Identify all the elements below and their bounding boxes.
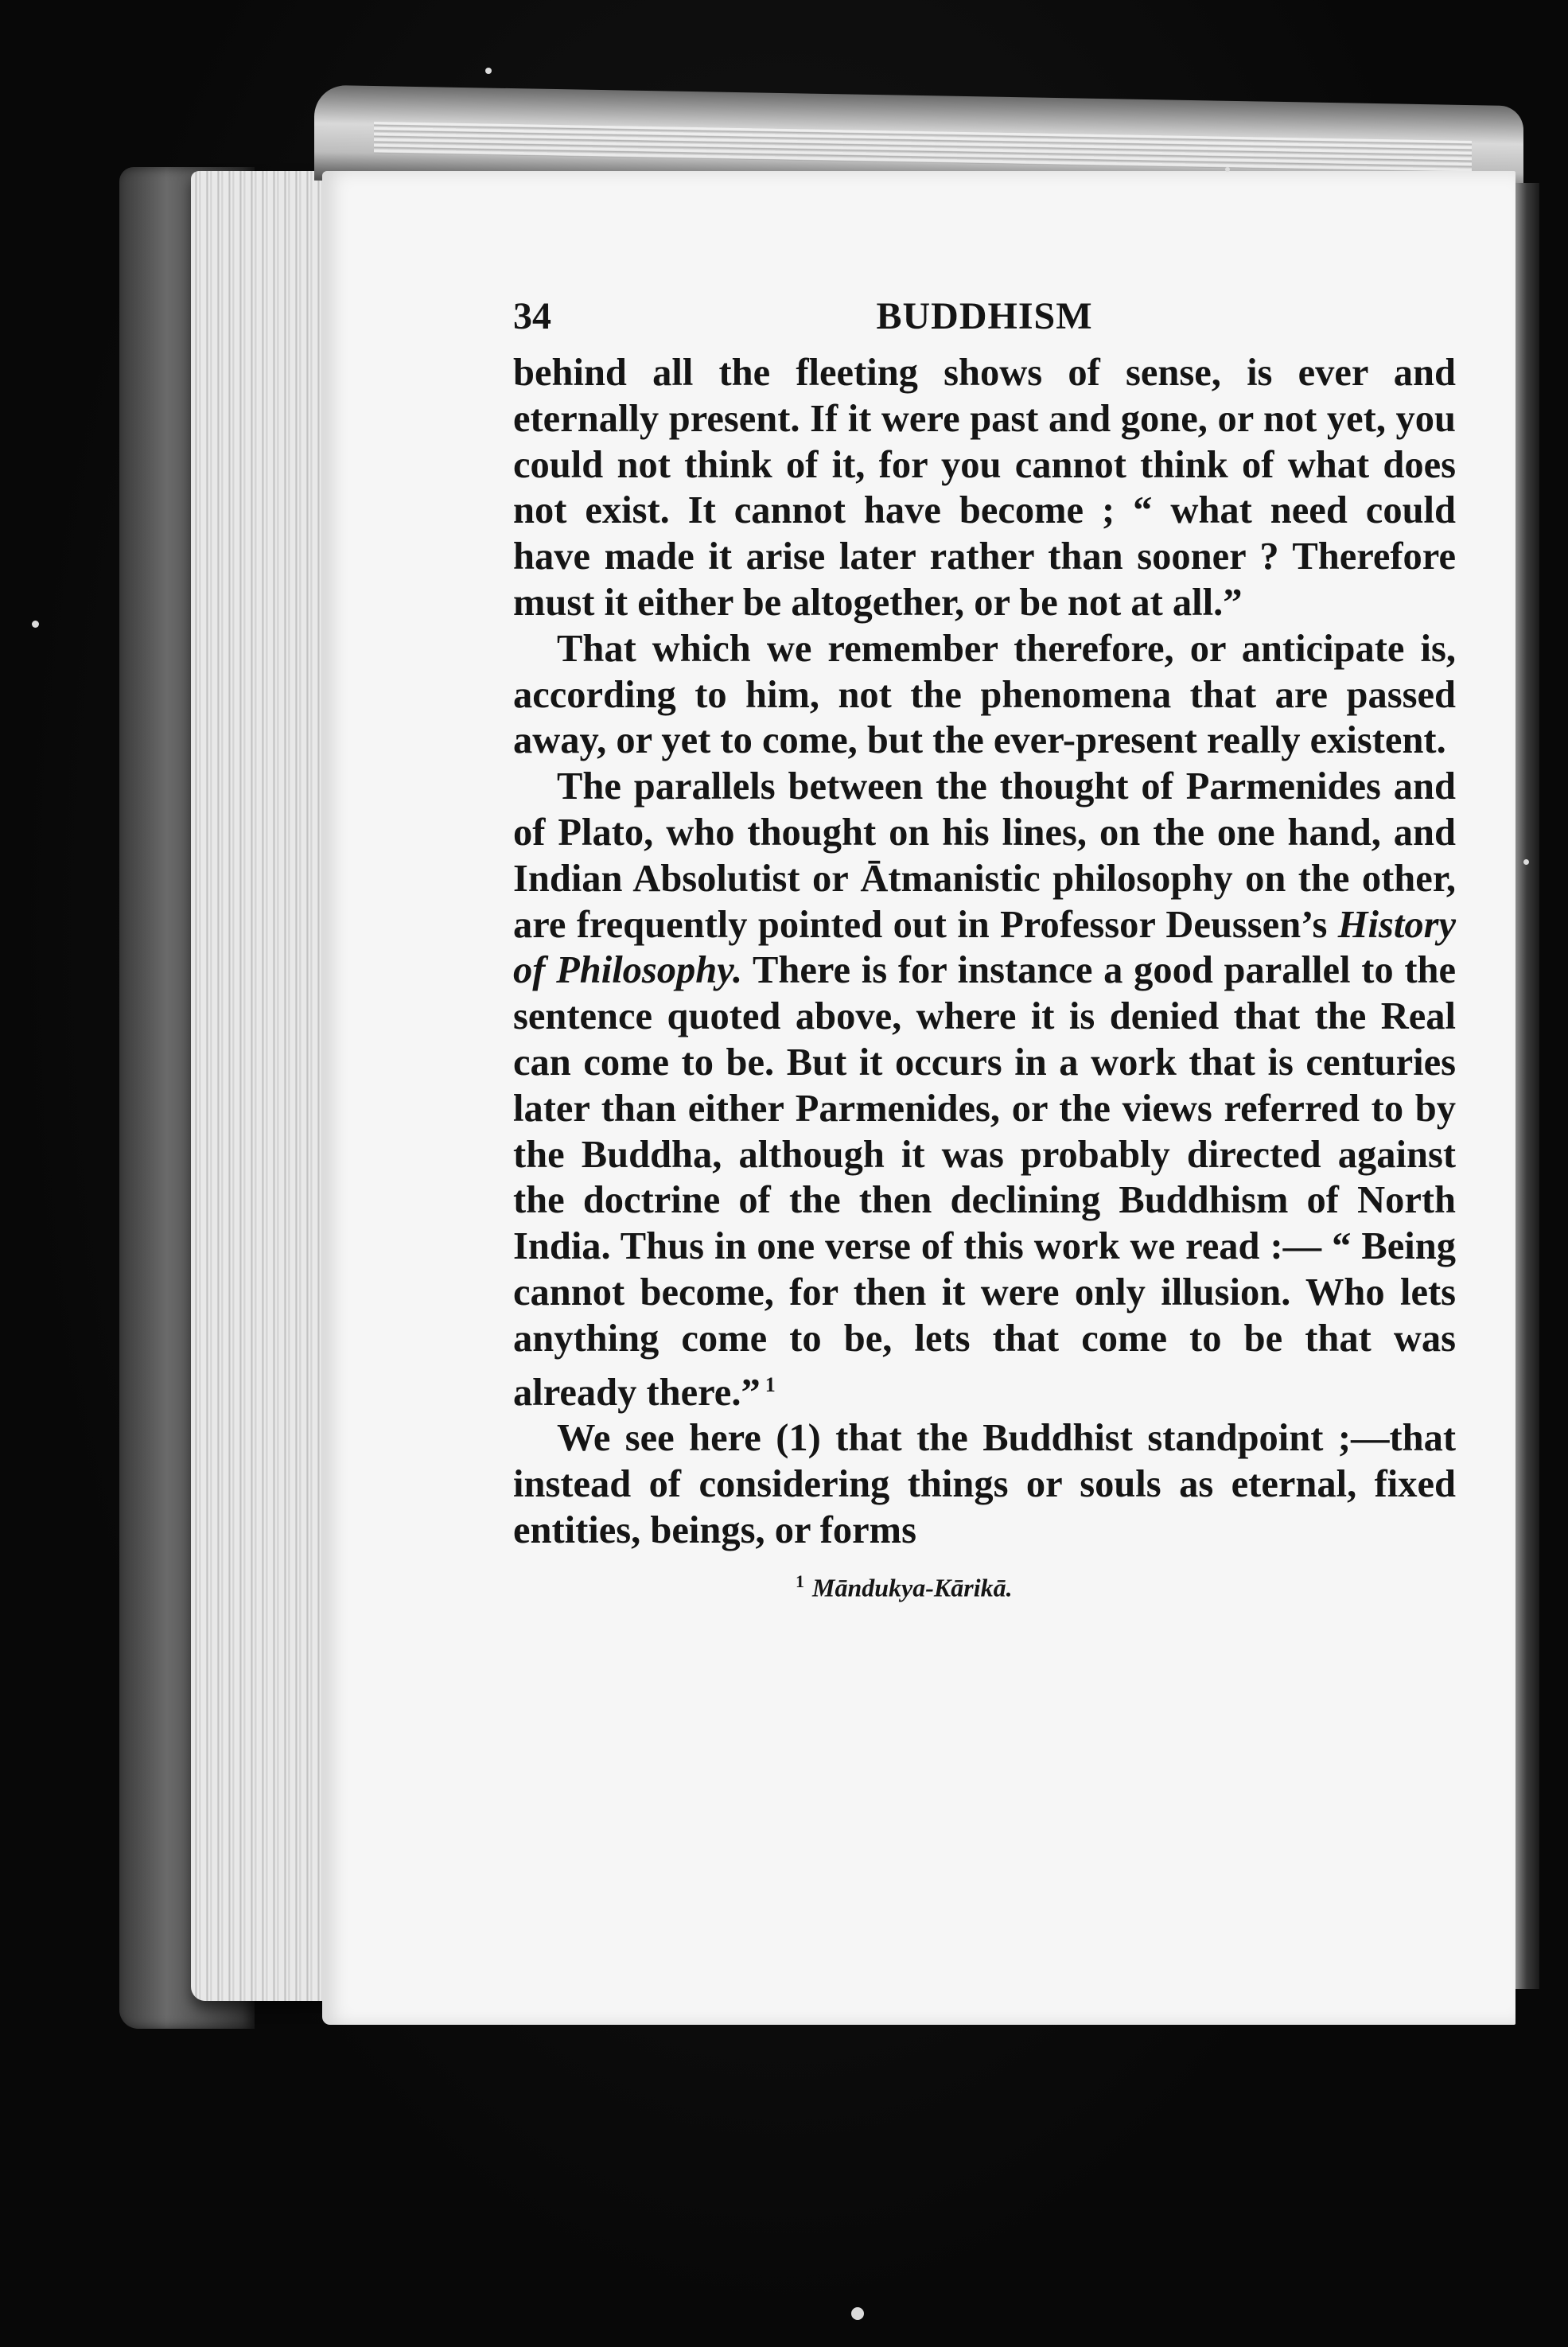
- paragraph-3: [513, 764, 1456, 1415]
- running-head: [513, 294, 1456, 350]
- book-page: [322, 171, 1515, 2025]
- running-title: BUDDHISM: [876, 295, 1093, 337]
- paragraph-2: That which we remember therefore, or anticipate is, according to him, not the phenomena that are passed away, or yet to come, but the ever-present really existent.: [513, 627, 1456, 762]
- footnote-reference: 1: [765, 1372, 776, 1396]
- dust-speck: [485, 68, 492, 74]
- page-text-block: [513, 294, 1456, 1603]
- footnote-text: Māndukya-Kārikā.: [812, 1573, 1013, 1602]
- dust-speck: [1225, 167, 1230, 172]
- body-text: [513, 350, 1456, 1554]
- footnote: [513, 1571, 1456, 1603]
- paragraph-4: We see here (1) that the Buddhist standpoint ;—that instead of considering things or souls as eternal, fixed entities, beings, or forms: [513, 1417, 1456, 1552]
- dust-speck: [851, 2307, 864, 2320]
- paragraph-3-text-end: There is for instance a good parallel to the sentence quoted above, where it is denied that the Real can come to be. But it occurs in a work that is centuries later than either Parmenides, or the views referred to by the Buddha, although it was probably directed against the doctrine of the then declining Buddhism of North India. Thus in one verse of this work we read :— “ Being cannot become, for then it were only illusion. Who lets anything come to be, lets that come to be that was already there.”: [513, 949, 1456, 1414]
- paragraph-1: behind all the fleeting shows of sense, is ever and eternally present. If it were past and gone, or not yet, you could not think of it, for you cannot think of what does not exist. It cannot have become ; “ what need could have made it arise later rather than sooner ? Therefore must it either be altogether, or be not at all.”: [513, 352, 1456, 624]
- book-title-reference: History of Philosophy.: [513, 903, 1456, 992]
- dust-speck: [1523, 859, 1529, 865]
- dust-speck: [32, 621, 39, 628]
- paragraph-3-text-start: The parallels between the thought of Parmenides and of Plato, who thought on his lines, on the one hand, and Indian Absolutist or Ātmanistic philosophy on the other, are frequently pointed out in Professor Deussen’s: [513, 765, 1456, 946]
- page-number: 34: [513, 295, 551, 337]
- footnote-marker: 1: [796, 1571, 804, 1591]
